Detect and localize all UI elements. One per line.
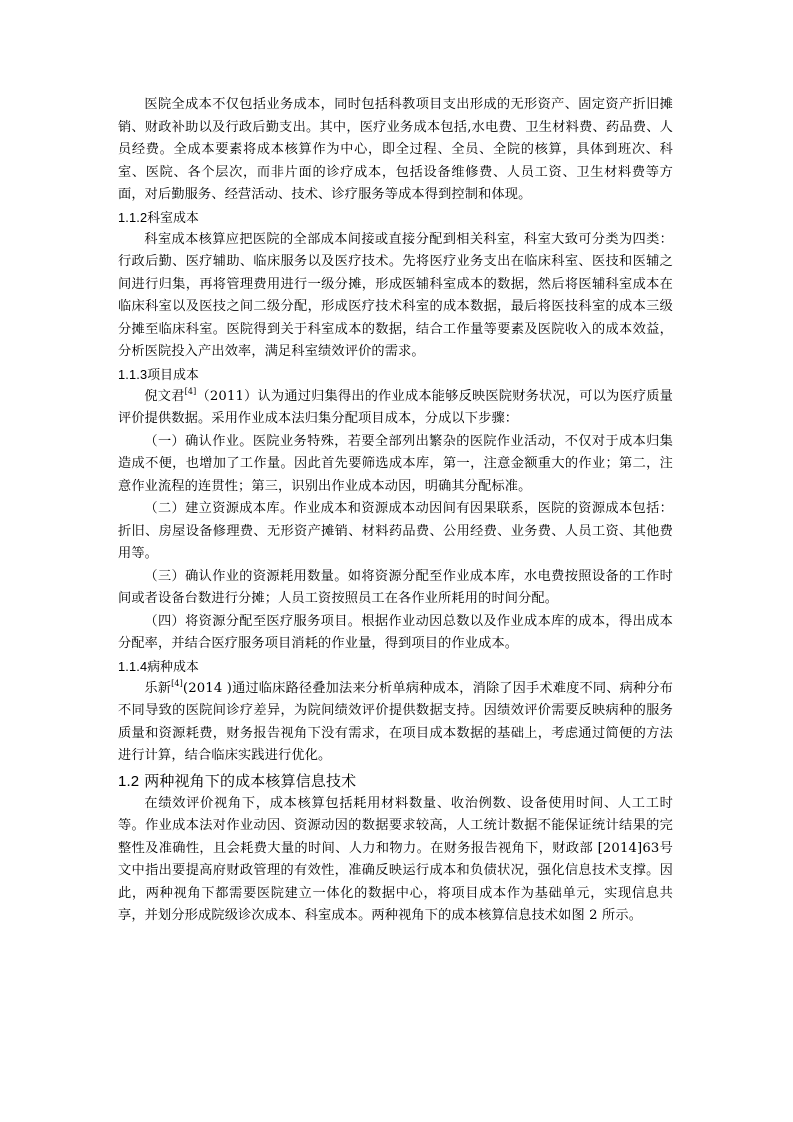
section-title: 病种成本 (147, 659, 200, 675)
section-number: 1.2 (118, 772, 140, 790)
paragraph-project-cost (118, 386, 673, 431)
section-heading-1-1-4 (118, 656, 673, 678)
section-number: 1.1.3 (118, 366, 148, 382)
document-page (118, 94, 673, 928)
section-number: 1.1.4 (118, 658, 148, 674)
citation-ref: [4] (171, 678, 183, 688)
paragraph-disease-cost (118, 678, 673, 768)
citation-ref: [4] (184, 386, 197, 396)
step-3-resource-usage: （三）确认作业的资源耗用数量。如将资源分配至作业成本库，水电费按照设备的工作时间或者设备台数进行分摊；人员工资按照员工在各作业所耗用的时间分配。 (118, 568, 673, 606)
paragraph-text: （2011）认为通过归集得出的作业成本能够反映医院财务状况，可以为医疗质量评价提供数据。采用作业成本法归集分配项目成本，分成以下步骤： (118, 388, 673, 426)
section-heading-1-1-2 (118, 207, 673, 229)
step-2-resource-pool: （二）建立资源成本库。作业成本和资源成本动因间有因果联系，医院的资源成本包括：折旧、房屋设备修理费、无形资产摊销、材料药品费、公用经费、业务费、人员工资、其他费用等。 (118, 501, 673, 561)
citation-author: 倪文君 (144, 388, 185, 404)
section-heading-1-1-3 (118, 364, 673, 386)
paragraph-department-cost: 科室成本核算应把医院的全部成本间接或直接分配到相关科室，科室大致可分类为四类：行政后勤、医疗辅助、临床服务以及医疗技术。先将医疗业务支出在临床科室、医技和医辅之间进行归集，再将管理费用进行一级分摊，形成医辅科室成本的数据，然后将医辅科室成本在临床科室以及医技之间二级分配，形成医疗技术科室的成本数据，最后将医技科室的成本三级分摊至临床科室。医院得到关于科室成本的数据，结合工作量等要素及医院收入的成本效益，分析医院投入产出效率，满足科室绩效评价的需求。 (118, 231, 673, 359)
citation-author: 乐新 (144, 680, 172, 696)
section-title: 项目成本 (147, 367, 200, 383)
section-number: 1.1.2 (118, 209, 148, 225)
section-heading-1-2 (118, 768, 673, 793)
section-title: 科室成本 (147, 210, 200, 226)
step-4-allocate-resources: （四）将资源分配至医疗服务项目。根据作业动因总数以及作业成本库的成本，得出成本分配率，并结合医疗服务项目消耗的作业量，得到项目的作业成本。 (118, 613, 673, 651)
step-1-confirm-activity: （一）确认作业。医院业务特殊，若要全部列出繁杂的医院作业活动，不仅对于成本归集造成不便，也增加了工作量。因此首先要筛选成本库，第一，注意金额重大的作业；第二，注意作业流程的连贯性；第三，识别出作业成本动因，明确其分配标准。 (118, 433, 673, 494)
section-title: 两种视角下的成本核算信息技术 (144, 771, 357, 790)
paragraph-text: (2014 )通过临床路径叠加法来分析单病种成本，消除了因手术难度不同、病种分布不同导致的医院间诊疗差异，为院间绩效评价提供数据支持。因绩效评价需要反映病种的服务质量和资源耗费，财务报告视角下没有需求，在项目成本数据的基础上，考虑通过简便的方法进行计算，结合临床实践进行优化。 (118, 680, 673, 763)
paragraph-full-cost: 医院全成本不仅包括业务成本，同时包括科教项目支出形成的无形资产、固定资产折旧摊销、财政补助以及行政后勤支出。其中，医疗业务成本包括,水电费、卫生材料费、药品费、人员经费。全成本要素将成本核算作为中心，即全过程、全员、全院的核算，具体到班次、科室、医院、各个层次，而非片面的诊疗成本，包括设备维修费、人员工资、卫生材料费等方面，对后勤服务、经营活动、技术、诊疗服务等成本得到控制和体现。 (118, 97, 673, 202)
paragraph-information-technology: 在绩效评价视角下，成本核算包括耗用材料数量、收治例数、设备使用时间、人工工时等。作业成本法对作业动因、资源动因的数据要求较高，人工统计数据不能保证统计结果的完整性及准确性，且会耗费大量的时间、人力和物力。在财务报告视角下，财政部 [2014]63号文中指出要提高府财政管理的有效性，准确反映运行成本和负债状况，强化信息技术支撑。因此，两种视角下都需要医院建立一体化的数据中心，将项目成本作为基础单元，实现信息共享，并划分形成院级诊次成本、科室成本。两种视角下的成本核算信息技术如图 2 所示。 (118, 795, 673, 923)
